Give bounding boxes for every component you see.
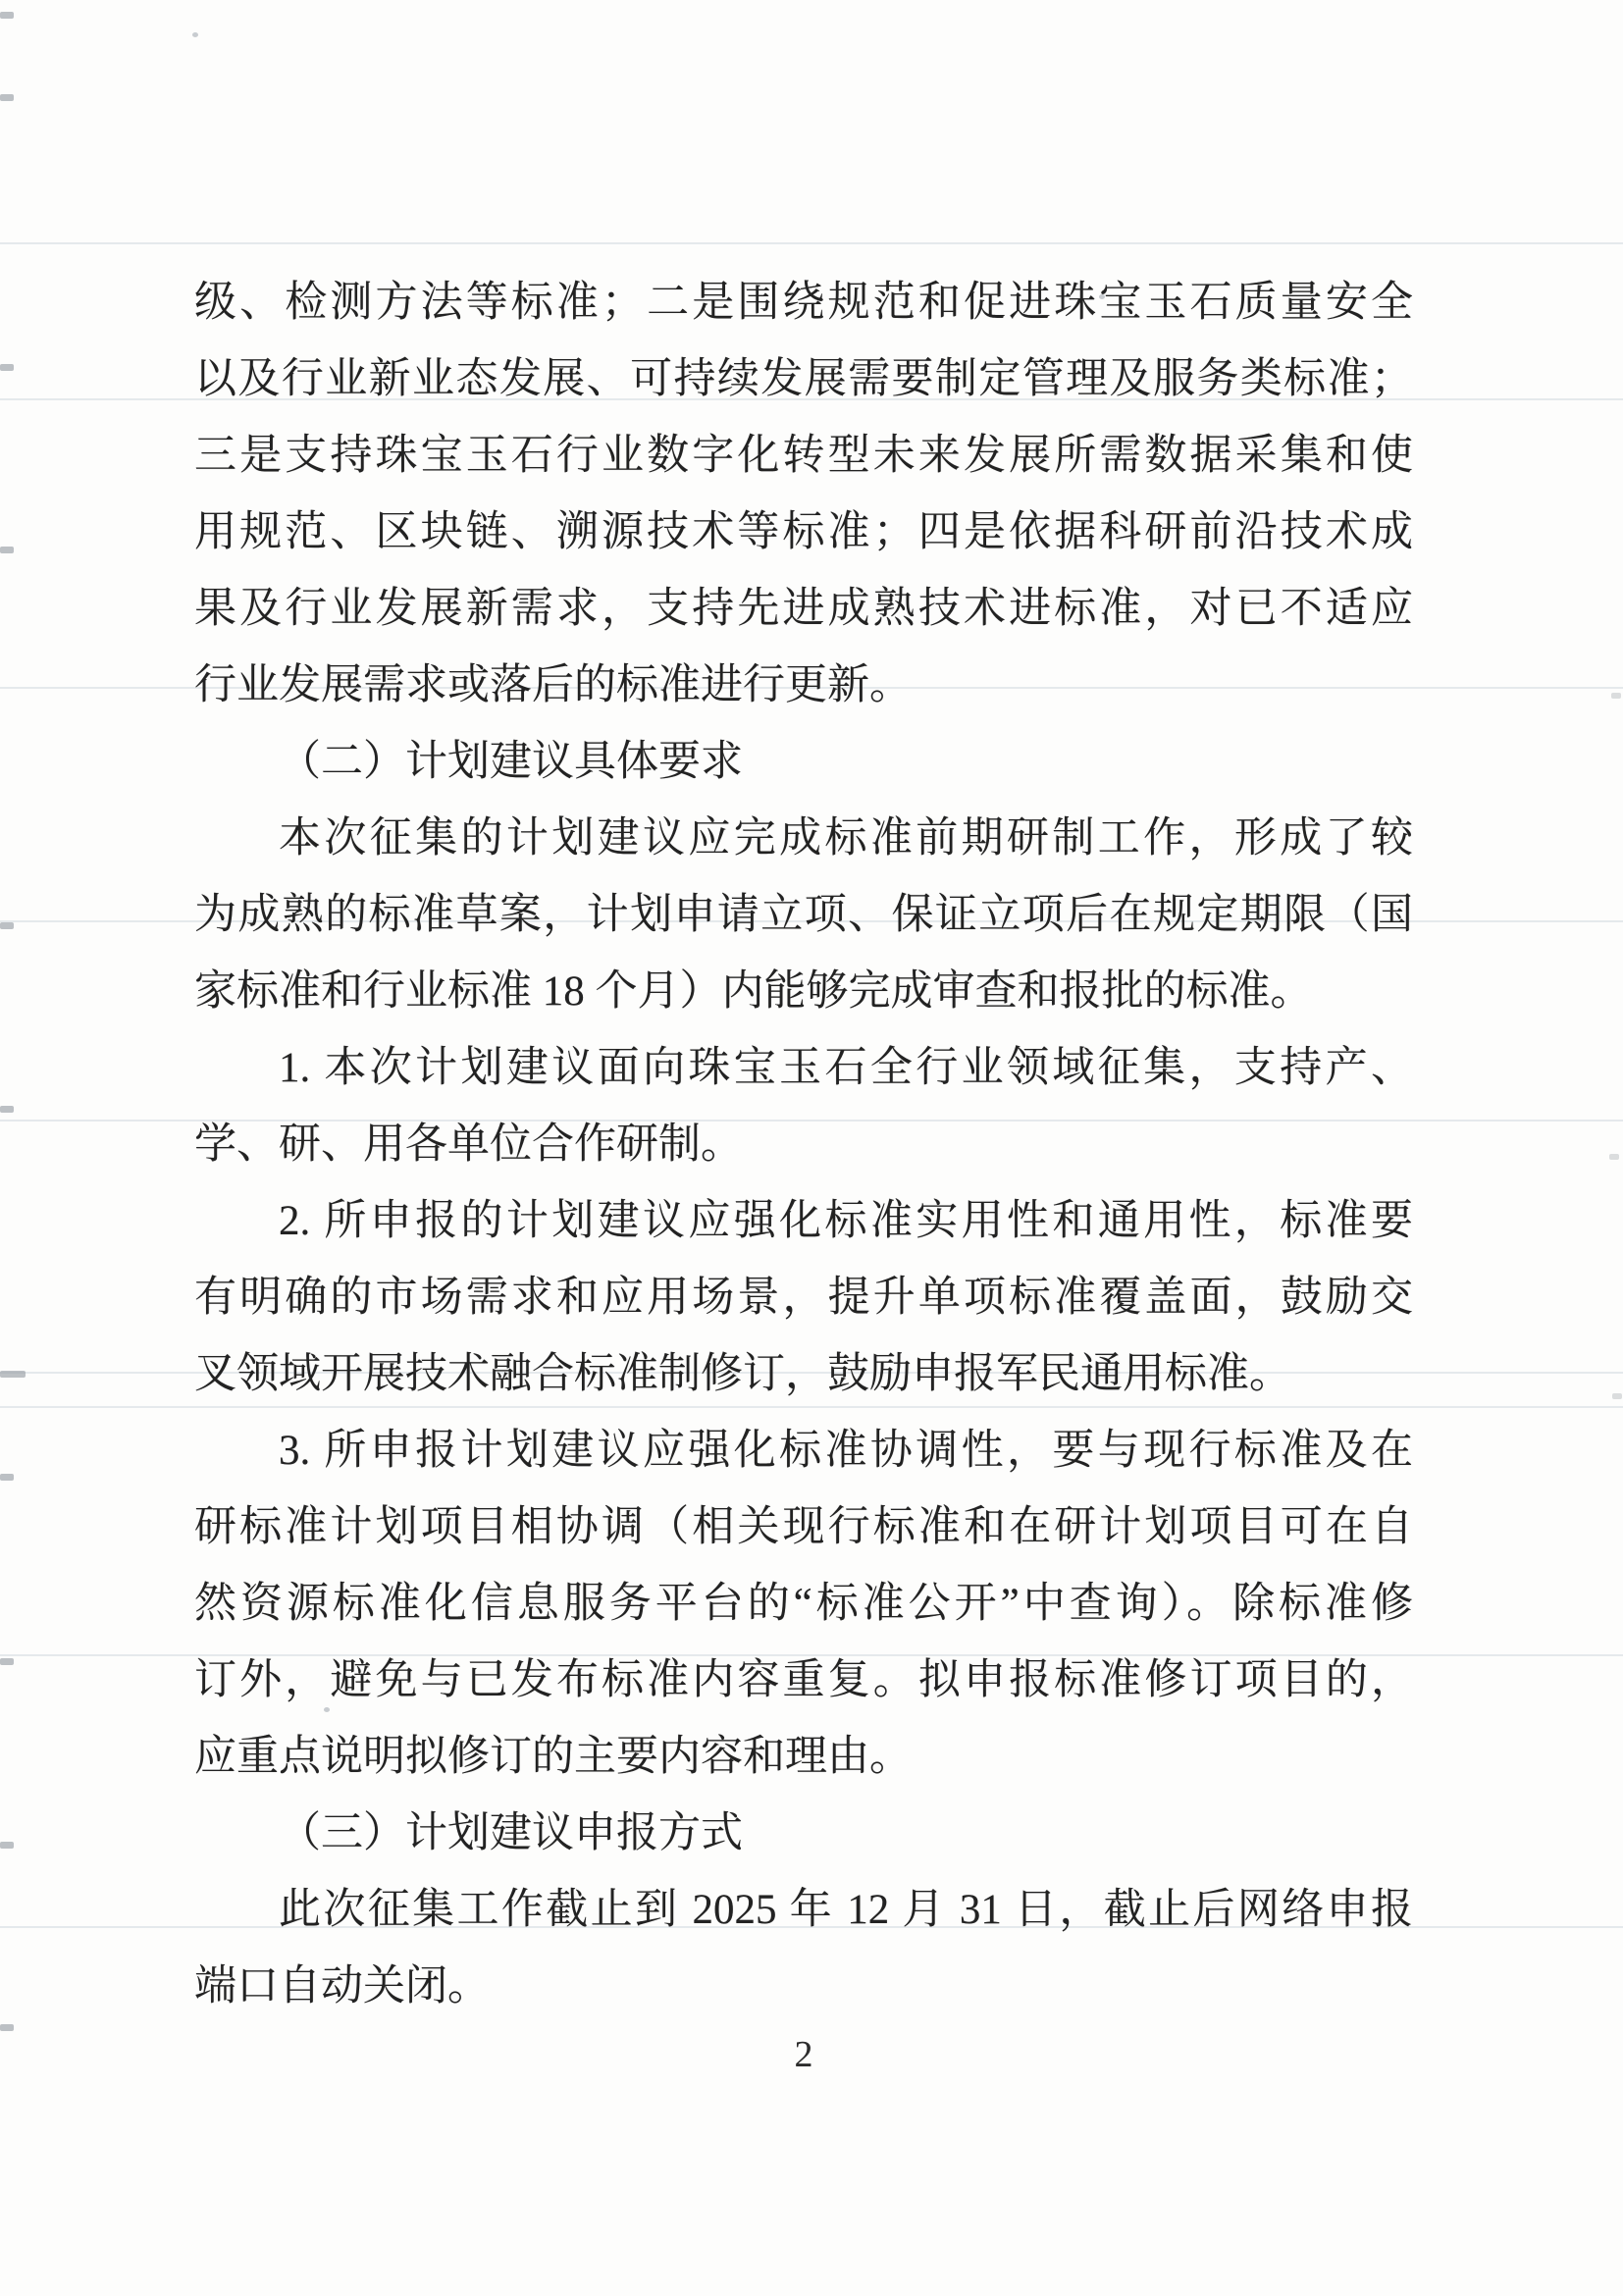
text-line: 订外，避免与已发布标准内容重复。拟申报标准修订项目的， (194, 1657, 1413, 1703)
text-line: （三）计划建议申报方式 (279, 1810, 743, 1856)
text-line: 级、检测方法等标准；二是围绕规范和促进珠宝玉石质量安全 (194, 280, 1413, 326)
text-line: 用规范、区块链、溯源技术等标准；四是依据科研前沿技术成 (194, 509, 1413, 555)
scan-edge-mark (1609, 1154, 1619, 1160)
text-line: 3. 所申报计划建议应强化标准协调性，要与现行标准及在 (279, 1428, 1413, 1474)
scan-edge-mark (0, 1371, 26, 1378)
text-line: 研标准计划项目相协调（相关现行标准和在研计划项目可在自 (194, 1504, 1413, 1550)
scan-streak (0, 242, 1623, 244)
text-line: 应重点说明拟修订的主要内容和理由。 (194, 1734, 912, 1780)
scan-edge-mark (0, 1474, 14, 1481)
text-line: 行业发展需求或落后的标准进行更新。 (194, 662, 912, 708)
scan-edge-mark (0, 2024, 14, 2031)
scan-edge-mark (0, 94, 14, 101)
scan-edge-mark (0, 922, 14, 929)
text-line: 然资源标准化信息服务平台的“标准公开”中查询）。除标准修 (194, 1581, 1413, 1627)
document-body (194, 265, 1413, 2025)
text-line: 本次征集的计划建议应完成标准前期研制工作，形成了较 (279, 815, 1413, 861)
text-line: 此次征集工作截止到 2025 年 12 月 31 日，截止后网络申报 (279, 1887, 1413, 1933)
text-line: 1. 本次计划建议面向珠宝玉石全行业领域征集，支持产、 (279, 1045, 1413, 1091)
scan-edge-mark (0, 1658, 14, 1665)
scan-speck (192, 32, 198, 37)
scan-edge-mark (0, 12, 14, 19)
text-line: 叉领域开展技术融合标准制修订，鼓励申报军民通用标准。 (194, 1351, 1291, 1397)
text-line: 有明确的市场需求和应用场景，提升单项标准覆盖面，鼓励交 (194, 1275, 1413, 1321)
page-number: 2 (794, 2034, 813, 2075)
text-line: 以及行业新业态发展、可持续发展需要制定管理及服务类标准； (194, 356, 1413, 402)
text-line: 家标准和行业标准 18 个月）内能够完成审查和报批的标准。 (194, 968, 1313, 1015)
text-line: 学、研、用各单位合作研制。 (194, 1122, 743, 1168)
text-line: 果及行业发展新需求，支持先进成熟技术进标准，对已不适应 (194, 586, 1413, 632)
scan-edge-mark (0, 1106, 14, 1113)
text-line: 为成熟的标准草案，计划申请立项、保证立项后在规定期限（国 (194, 892, 1413, 938)
scan-edge-mark (1612, 1393, 1622, 1399)
scan-edge-mark (0, 547, 14, 553)
text-line: 三是支持珠宝玉石行业数字化转型未来发展所需数据采集和使 (194, 433, 1413, 479)
text-line: （二）计划建议具体要求 (279, 739, 743, 785)
text-line: 2. 所申报的计划建议应强化标准实用性和通用性，标准要 (279, 1198, 1413, 1244)
text-line: 端口自动关闭。 (194, 1963, 490, 2009)
scan-edge-mark (0, 364, 14, 371)
scan-edge-mark (0, 1842, 14, 1849)
scan-edge-mark (1611, 693, 1621, 699)
